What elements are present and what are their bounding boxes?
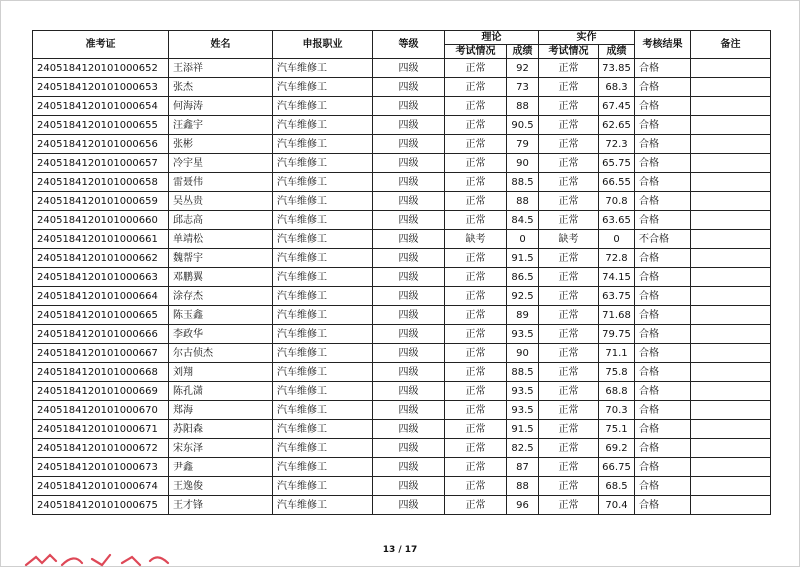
name-cell: 雷聂伟 xyxy=(169,173,273,192)
table-row xyxy=(33,97,771,116)
occupation-cell: 汽车维修工 xyxy=(273,439,373,458)
theory-status-cell: 缺考 xyxy=(445,230,507,249)
practice-score-cell: 67.45 xyxy=(599,97,635,116)
theory-status-cell: 正常 xyxy=(445,325,507,344)
level-cell: 四级 xyxy=(373,306,445,325)
exam-id-cell: 2405184120101000668 xyxy=(33,363,169,382)
level-cell: 四级 xyxy=(373,97,445,116)
occupation-cell: 汽车维修工 xyxy=(273,230,373,249)
level-cell: 四级 xyxy=(373,287,445,306)
practice-status-cell: 正常 xyxy=(539,287,599,306)
remarks-cell xyxy=(691,306,771,325)
exam-id-cell: 2405184120101000671 xyxy=(33,420,169,439)
exam-id-cell: 2405184120101000655 xyxy=(33,116,169,135)
practice-status-cell: 正常 xyxy=(539,363,599,382)
exam-id-cell: 2405184120101000656 xyxy=(33,135,169,154)
table-header xyxy=(33,31,771,59)
theory-score-cell: 93.5 xyxy=(507,401,539,420)
header-theory-status: 考试情况 xyxy=(445,45,507,59)
table-row xyxy=(33,496,771,515)
red-seal-stamp xyxy=(22,551,172,567)
exam-id-cell: 2405184120101000654 xyxy=(33,97,169,116)
remarks-cell xyxy=(691,325,771,344)
theory-status-cell: 正常 xyxy=(445,420,507,439)
page-number: 13 / 17 xyxy=(382,545,418,555)
header-theory: 理论 xyxy=(445,31,539,45)
practice-status-cell: 正常 xyxy=(539,59,599,78)
practice-score-cell: 70.3 xyxy=(599,401,635,420)
name-cell: 何海涛 xyxy=(169,97,273,116)
result-cell: 合格 xyxy=(635,59,691,78)
practice-status-cell: 正常 xyxy=(539,154,599,173)
name-cell: 邓鹏翼 xyxy=(169,268,273,287)
table-row xyxy=(33,116,771,135)
exam-id-cell: 2405184120101000669 xyxy=(33,382,169,401)
table-row xyxy=(33,439,771,458)
theory-status-cell: 正常 xyxy=(445,249,507,268)
table-row xyxy=(33,287,771,306)
practice-score-cell: 63.65 xyxy=(599,211,635,230)
level-cell: 四级 xyxy=(373,78,445,97)
exam-id-cell: 2405184120101000658 xyxy=(33,173,169,192)
occupation-cell: 汽车维修工 xyxy=(273,135,373,154)
result-cell: 合格 xyxy=(635,249,691,268)
name-cell: 陈玉鑫 xyxy=(169,306,273,325)
practice-status-cell: 正常 xyxy=(539,116,599,135)
theory-status-cell: 正常 xyxy=(445,59,507,78)
exam-id-cell: 2405184120101000673 xyxy=(33,458,169,477)
practice-status-cell: 正常 xyxy=(539,173,599,192)
result-cell: 合格 xyxy=(635,439,691,458)
remarks-cell xyxy=(691,192,771,211)
practice-status-cell: 正常 xyxy=(539,496,599,515)
occupation-cell: 汽车维修工 xyxy=(273,116,373,135)
practice-status-cell: 正常 xyxy=(539,401,599,420)
theory-score-cell: 88 xyxy=(507,192,539,211)
theory-score-cell: 88.5 xyxy=(507,363,539,382)
practice-score-cell: 69.2 xyxy=(599,439,635,458)
theory-status-cell: 正常 xyxy=(445,97,507,116)
result-cell: 合格 xyxy=(635,344,691,363)
exam-id-cell: 2405184120101000663 xyxy=(33,268,169,287)
practice-score-cell: 74.15 xyxy=(599,268,635,287)
theory-score-cell: 89 xyxy=(507,306,539,325)
result-cell: 合格 xyxy=(635,211,691,230)
practice-status-cell: 正常 xyxy=(539,306,599,325)
name-cell: 邱志高 xyxy=(169,211,273,230)
practice-score-cell: 68.8 xyxy=(599,382,635,401)
exam-id-cell: 2405184120101000664 xyxy=(33,287,169,306)
name-cell: 张杰 xyxy=(169,78,273,97)
practice-status-cell: 正常 xyxy=(539,97,599,116)
table-row xyxy=(33,382,771,401)
remarks-cell xyxy=(691,135,771,154)
occupation-cell: 汽车维修工 xyxy=(273,249,373,268)
result-cell: 不合格 xyxy=(635,230,691,249)
theory-score-cell: 87 xyxy=(507,458,539,477)
theory-score-cell: 79 xyxy=(507,135,539,154)
header-result: 考核结果 xyxy=(635,31,691,59)
practice-score-cell: 75.1 xyxy=(599,420,635,439)
occupation-cell: 汽车维修工 xyxy=(273,78,373,97)
practice-score-cell: 71.1 xyxy=(599,344,635,363)
level-cell: 四级 xyxy=(373,135,445,154)
practice-status-cell: 正常 xyxy=(539,458,599,477)
exam-id-cell: 240518412010100065​2 xyxy=(33,59,169,78)
remarks-cell xyxy=(691,363,771,382)
practice-status-cell: 正常 xyxy=(539,135,599,154)
result-cell: 合格 xyxy=(635,173,691,192)
practice-score-cell: 79.75 xyxy=(599,325,635,344)
score-table xyxy=(32,30,771,515)
occupation-cell: 汽车维修工 xyxy=(273,287,373,306)
theory-score-cell: 90 xyxy=(507,154,539,173)
theory-score-cell: 92 xyxy=(507,59,539,78)
theory-score-cell: 92.5 xyxy=(507,287,539,306)
occupation-cell: 汽车维修工 xyxy=(273,268,373,287)
level-cell: 四级 xyxy=(373,382,445,401)
level-cell: 四级 xyxy=(373,116,445,135)
name-cell: 王才锋 xyxy=(169,496,273,515)
theory-score-cell: 73 xyxy=(507,78,539,97)
theory-score-cell: 91.5 xyxy=(507,249,539,268)
practice-score-cell: 62.65 xyxy=(599,116,635,135)
exam-id-cell: 2405184120101000667 xyxy=(33,344,169,363)
table-body xyxy=(33,59,771,515)
name-cell: 尹鑫 xyxy=(169,458,273,477)
practice-status-cell: 缺考 xyxy=(539,230,599,249)
theory-score-cell: 0 xyxy=(507,230,539,249)
remarks-cell xyxy=(691,116,771,135)
theory-status-cell: 正常 xyxy=(445,363,507,382)
header-level: 等级 xyxy=(373,31,445,59)
remarks-cell xyxy=(691,249,771,268)
remarks-cell xyxy=(691,97,771,116)
theory-status-cell: 正常 xyxy=(445,477,507,496)
level-cell: 四级 xyxy=(373,211,445,230)
name-cell: 苏阳森 xyxy=(169,420,273,439)
practice-score-cell: 68.5 xyxy=(599,477,635,496)
result-cell: 合格 xyxy=(635,97,691,116)
occupation-cell: 汽车维修工 xyxy=(273,496,373,515)
header-practice: 实作 xyxy=(539,31,635,45)
result-cell: 合格 xyxy=(635,382,691,401)
exam-id-cell: 2405184120101000675 xyxy=(33,496,169,515)
occupation-cell: 汽车维修工 xyxy=(273,325,373,344)
name-cell: 魏帮宇 xyxy=(169,249,273,268)
practice-score-cell: 71.68 xyxy=(599,306,635,325)
practice-score-cell: 70.4 xyxy=(599,496,635,515)
table-row xyxy=(33,401,771,420)
remarks-cell xyxy=(691,477,771,496)
theory-status-cell: 正常 xyxy=(445,78,507,97)
occupation-cell: 汽车维修工 xyxy=(273,420,373,439)
name-cell: 张彬 xyxy=(169,135,273,154)
result-cell: 合格 xyxy=(635,268,691,287)
result-cell: 合格 xyxy=(635,287,691,306)
level-cell: 四级 xyxy=(373,59,445,78)
result-cell: 合格 xyxy=(635,363,691,382)
exam-id-cell: 2405184120101000653 xyxy=(33,78,169,97)
remarks-cell xyxy=(691,268,771,287)
theory-status-cell: 正常 xyxy=(445,173,507,192)
remarks-cell xyxy=(691,173,771,192)
occupation-cell: 汽车维修工 xyxy=(273,458,373,477)
remarks-cell xyxy=(691,211,771,230)
theory-status-cell: 正常 xyxy=(445,211,507,230)
remarks-cell xyxy=(691,458,771,477)
name-cell: 宋东泽 xyxy=(169,439,273,458)
theory-status-cell: 正常 xyxy=(445,458,507,477)
header-name: 姓名 xyxy=(169,31,273,59)
level-cell: 四级 xyxy=(373,420,445,439)
header-occupation: 申报职业 xyxy=(273,31,373,59)
table-row xyxy=(33,173,771,192)
level-cell: 四级 xyxy=(373,325,445,344)
remarks-cell xyxy=(691,78,771,97)
occupation-cell: 汽车维修工 xyxy=(273,344,373,363)
theory-status-cell: 正常 xyxy=(445,116,507,135)
theory-status-cell: 正常 xyxy=(445,287,507,306)
practice-status-cell: 正常 xyxy=(539,211,599,230)
exam-id-cell: 2405184120101000662 xyxy=(33,249,169,268)
level-cell: 四级 xyxy=(373,268,445,287)
theory-score-cell: 88.5 xyxy=(507,173,539,192)
occupation-cell: 汽车维修工 xyxy=(273,382,373,401)
practice-score-cell: 0 xyxy=(599,230,635,249)
level-cell: 四级 xyxy=(373,230,445,249)
name-cell: 王逸俊 xyxy=(169,477,273,496)
result-cell: 合格 xyxy=(635,496,691,515)
table-row xyxy=(33,420,771,439)
theory-score-cell: 88 xyxy=(507,477,539,496)
occupation-cell: 汽车维修工 xyxy=(273,192,373,211)
table-row xyxy=(33,344,771,363)
occupation-cell: 汽车维修工 xyxy=(273,306,373,325)
table-row xyxy=(33,192,771,211)
name-cell: 尔古侦杰 xyxy=(169,344,273,363)
name-cell: 王添祥 xyxy=(169,59,273,78)
result-cell: 合格 xyxy=(635,154,691,173)
table-row xyxy=(33,477,771,496)
name-cell: 李政华 xyxy=(169,325,273,344)
practice-status-cell: 正常 xyxy=(539,382,599,401)
practice-score-cell: 75.8 xyxy=(599,363,635,382)
theory-status-cell: 正常 xyxy=(445,439,507,458)
exam-id-cell: 2405184120101000666 xyxy=(33,325,169,344)
level-cell: 四级 xyxy=(373,192,445,211)
occupation-cell: 汽车维修工 xyxy=(273,401,373,420)
result-cell: 合格 xyxy=(635,192,691,211)
remarks-cell xyxy=(691,287,771,306)
practice-score-cell: 66.55 xyxy=(599,173,635,192)
practice-status-cell: 正常 xyxy=(539,439,599,458)
table-row xyxy=(33,363,771,382)
practice-status-cell: 正常 xyxy=(539,344,599,363)
level-cell: 四级 xyxy=(373,344,445,363)
result-cell: 合格 xyxy=(635,116,691,135)
practice-status-cell: 正常 xyxy=(539,325,599,344)
name-cell: 冷宇星 xyxy=(169,154,273,173)
level-cell: 四级 xyxy=(373,363,445,382)
header-theory-score: 成绩 xyxy=(507,45,539,59)
table-row xyxy=(33,154,771,173)
theory-score-cell: 93.5 xyxy=(507,325,539,344)
theory-score-cell: 82.5 xyxy=(507,439,539,458)
name-cell: 陈孔潇 xyxy=(169,382,273,401)
name-cell: 郑海 xyxy=(169,401,273,420)
theory-score-cell: 86.5 xyxy=(507,268,539,287)
remarks-cell xyxy=(691,401,771,420)
result-cell: 合格 xyxy=(635,135,691,154)
header-practice-status: 考试情况 xyxy=(539,45,599,59)
practice-status-cell: 正常 xyxy=(539,249,599,268)
remarks-cell xyxy=(691,154,771,173)
name-cell: 汪鑫宇 xyxy=(169,116,273,135)
table-row xyxy=(33,211,771,230)
result-cell: 合格 xyxy=(635,306,691,325)
practice-score-cell: 72.3 xyxy=(599,135,635,154)
level-cell: 四级 xyxy=(373,401,445,420)
table-row xyxy=(33,59,771,78)
remarks-cell xyxy=(691,344,771,363)
table-row xyxy=(33,306,771,325)
name-cell: 吴丛贵 xyxy=(169,192,273,211)
exam-id-cell: 2405184120101000665 xyxy=(33,306,169,325)
result-cell: 合格 xyxy=(635,325,691,344)
exam-id-cell: 2405184120101000670 xyxy=(33,401,169,420)
occupation-cell: 汽车维修工 xyxy=(273,59,373,78)
remarks-cell xyxy=(691,382,771,401)
level-cell: 四级 xyxy=(373,154,445,173)
occupation-cell: 汽车维修工 xyxy=(273,211,373,230)
practice-status-cell: 正常 xyxy=(539,192,599,211)
table-row xyxy=(33,135,771,154)
theory-status-cell: 正常 xyxy=(445,496,507,515)
practice-status-cell: 正常 xyxy=(539,268,599,287)
theory-score-cell: 88 xyxy=(507,97,539,116)
occupation-cell: 汽车维修工 xyxy=(273,97,373,116)
theory-status-cell: 正常 xyxy=(445,382,507,401)
occupation-cell: 汽车维修工 xyxy=(273,173,373,192)
level-cell: 四级 xyxy=(373,477,445,496)
result-cell: 合格 xyxy=(635,420,691,439)
header-exam-id: 准考证 xyxy=(33,31,169,59)
practice-score-cell: 65.75 xyxy=(599,154,635,173)
table-row xyxy=(33,325,771,344)
exam-id-cell: 2405184120101000657 xyxy=(33,154,169,173)
exam-id-cell: 2405184120101000661 xyxy=(33,230,169,249)
theory-status-cell: 正常 xyxy=(445,344,507,363)
practice-score-cell: 66.75 xyxy=(599,458,635,477)
header-practice-score: 成绩 xyxy=(599,45,635,59)
occupation-cell: 汽车维修工 xyxy=(273,363,373,382)
practice-score-cell: 73.85 xyxy=(599,59,635,78)
theory-score-cell: 84.5 xyxy=(507,211,539,230)
theory-status-cell: 正常 xyxy=(445,135,507,154)
table-row xyxy=(33,249,771,268)
theory-score-cell: 91.5 xyxy=(507,420,539,439)
exam-id-cell: 2405184120101000659 xyxy=(33,192,169,211)
result-cell: 合格 xyxy=(635,477,691,496)
theory-score-cell: 93.5 xyxy=(507,382,539,401)
occupation-cell: 汽车维修工 xyxy=(273,154,373,173)
practice-score-cell: 72.8 xyxy=(599,249,635,268)
occupation-cell: 汽车维修工 xyxy=(273,477,373,496)
level-cell: 四级 xyxy=(373,249,445,268)
table-row xyxy=(33,268,771,287)
table-row xyxy=(33,458,771,477)
theory-score-cell: 96 xyxy=(507,496,539,515)
practice-status-cell: 正常 xyxy=(539,477,599,496)
table-row xyxy=(33,78,771,97)
theory-status-cell: 正常 xyxy=(445,192,507,211)
exam-id-cell: 2405184120101000674 xyxy=(33,477,169,496)
theory-status-cell: 正常 xyxy=(445,306,507,325)
exam-id-cell: 2405184120101000660 xyxy=(33,211,169,230)
remarks-cell xyxy=(691,496,771,515)
result-cell: 合格 xyxy=(635,458,691,477)
theory-status-cell: 正常 xyxy=(445,154,507,173)
theory-score-cell: 90.5 xyxy=(507,116,539,135)
remarks-cell xyxy=(691,59,771,78)
result-cell: 合格 xyxy=(635,78,691,97)
level-cell: 四级 xyxy=(373,458,445,477)
practice-score-cell: 70.8 xyxy=(599,192,635,211)
theory-score-cell: 90 xyxy=(507,344,539,363)
remarks-cell xyxy=(691,420,771,439)
exam-id-cell: 2405184120101000672 xyxy=(33,439,169,458)
theory-status-cell: 正常 xyxy=(445,401,507,420)
name-cell: 涂存杰 xyxy=(169,287,273,306)
level-cell: 四级 xyxy=(373,496,445,515)
remarks-cell xyxy=(691,439,771,458)
name-cell: 单靖松 xyxy=(169,230,273,249)
table-row xyxy=(33,230,771,249)
level-cell: 四级 xyxy=(373,173,445,192)
theory-status-cell: 正常 xyxy=(445,268,507,287)
practice-status-cell: 正常 xyxy=(539,78,599,97)
result-cell: 合格 xyxy=(635,401,691,420)
remarks-cell xyxy=(691,230,771,249)
practice-score-cell: 68.3 xyxy=(599,78,635,97)
header-remarks: 备注 xyxy=(691,31,771,59)
level-cell: 四级 xyxy=(373,439,445,458)
practice-score-cell: 63.75 xyxy=(599,287,635,306)
practice-status-cell: 正常 xyxy=(539,420,599,439)
name-cell: 刘翔 xyxy=(169,363,273,382)
